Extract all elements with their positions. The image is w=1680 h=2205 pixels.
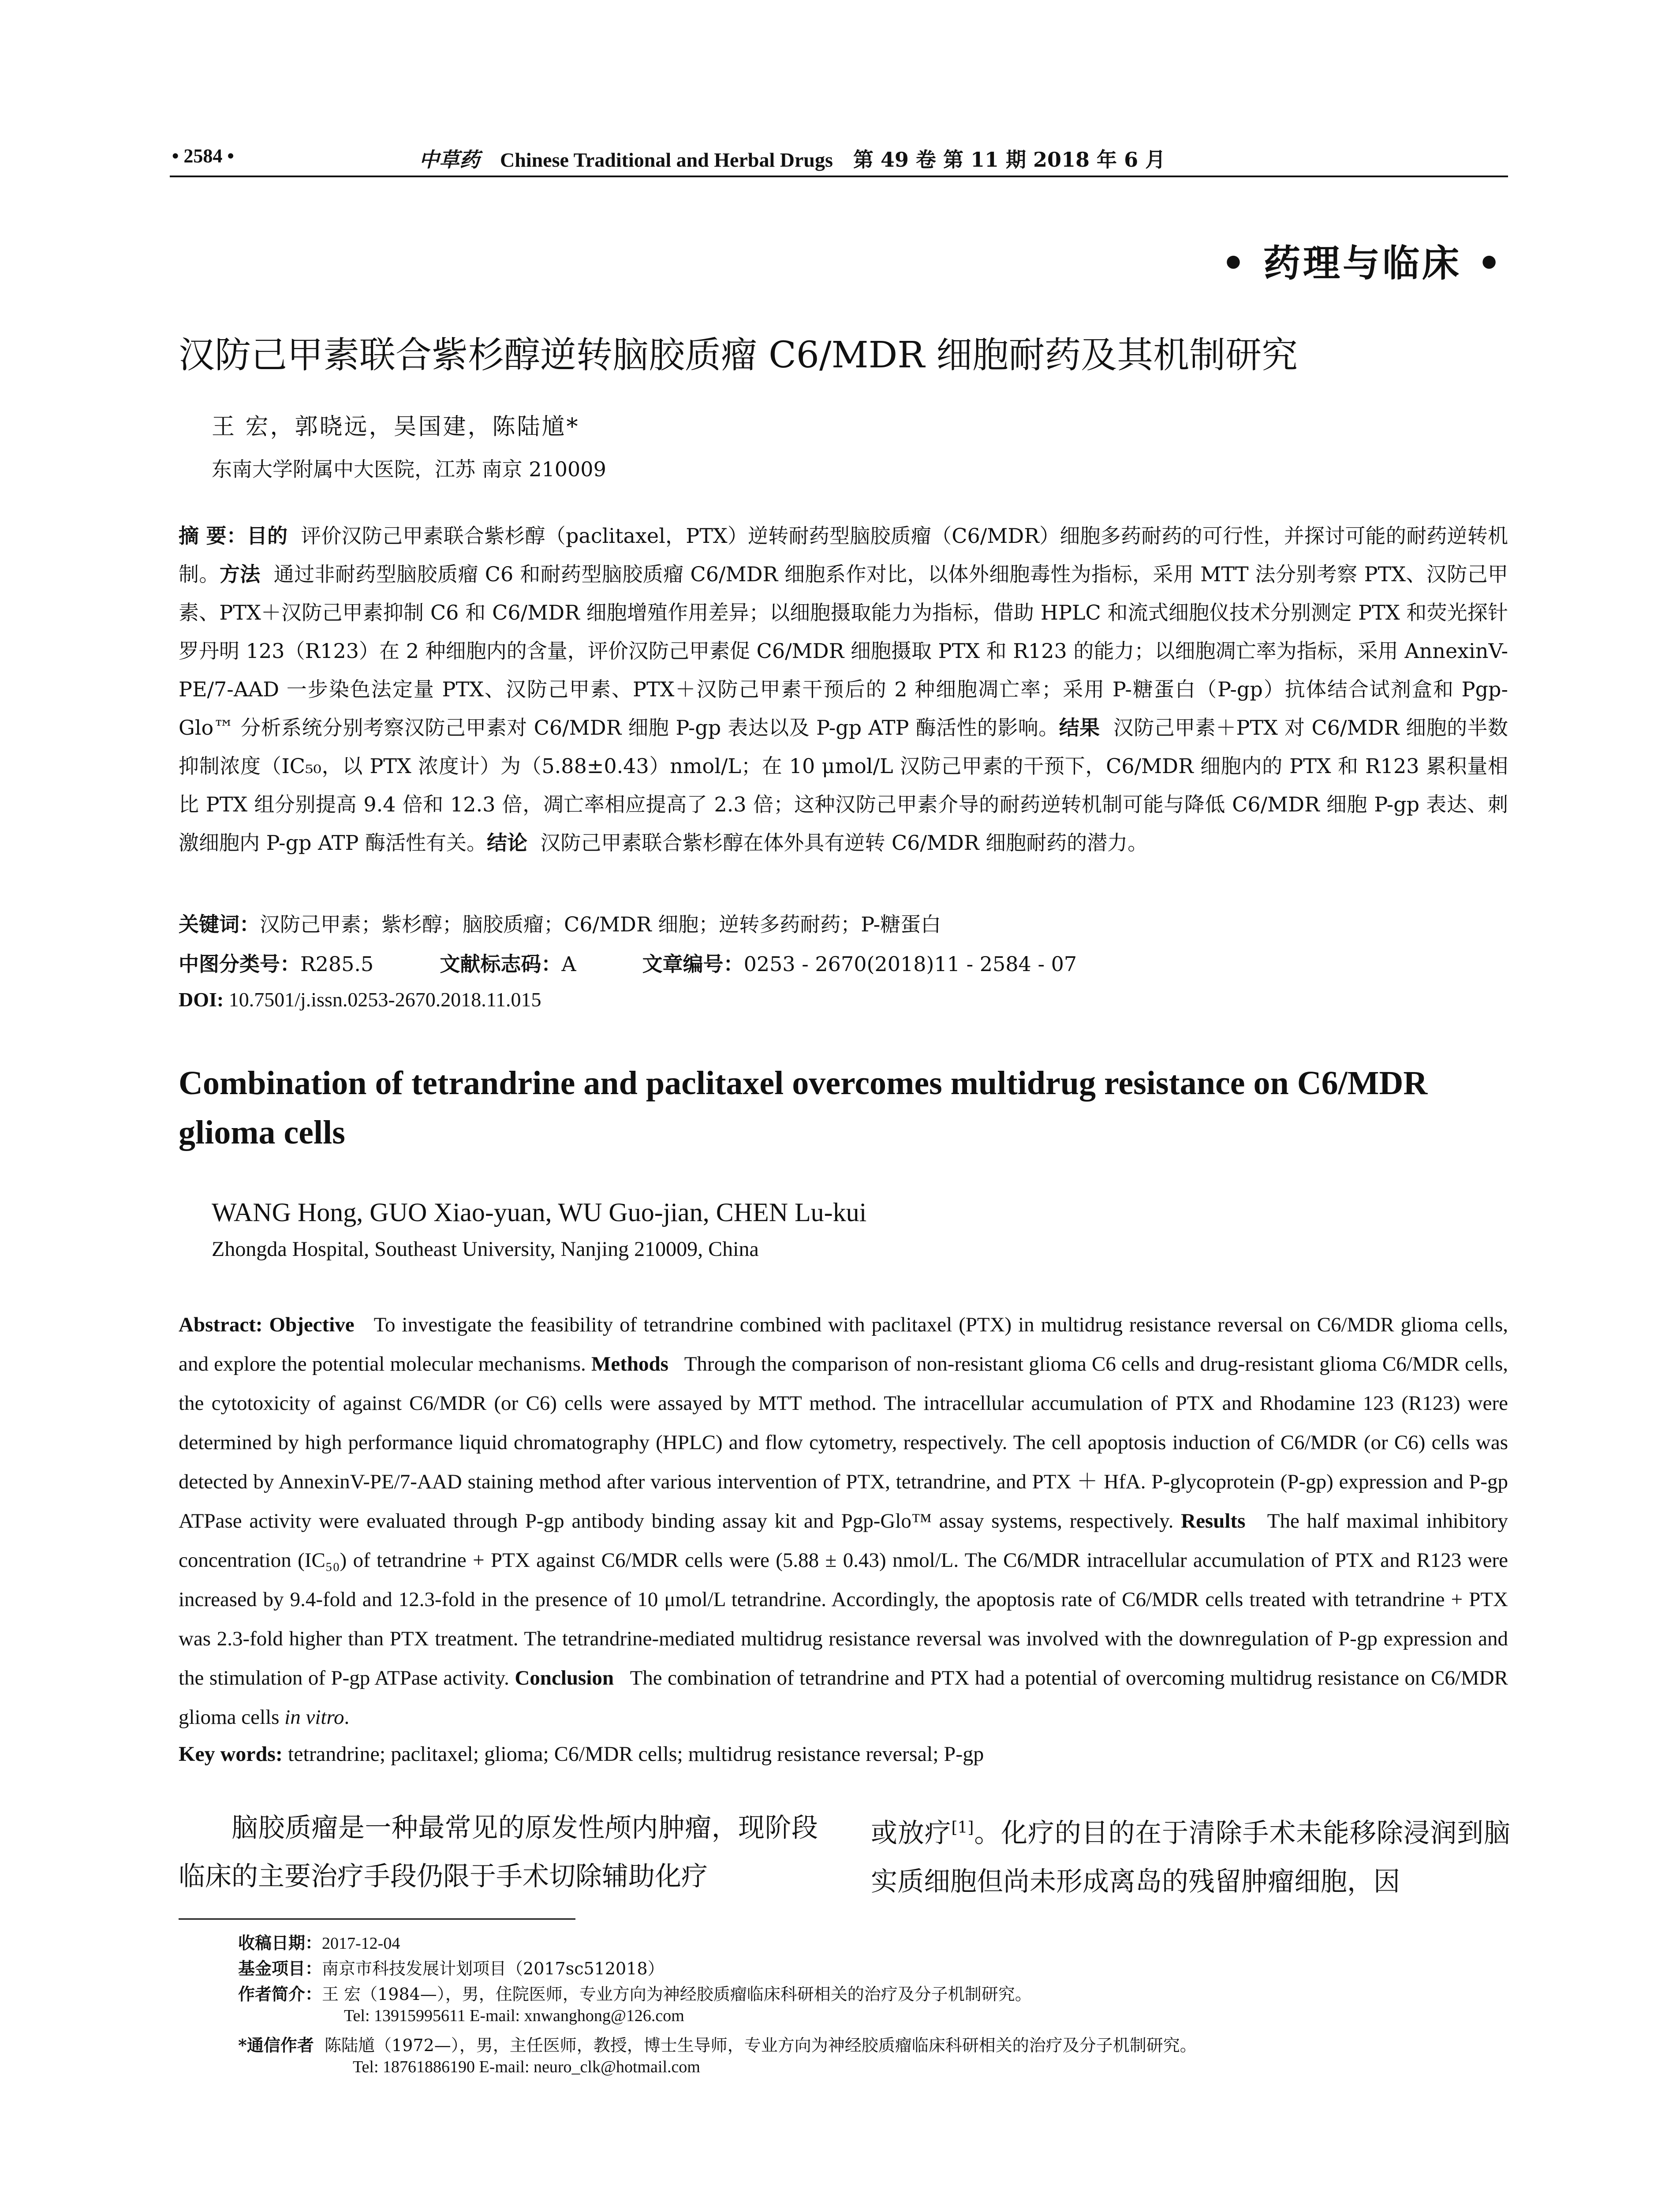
cn-keywords <box>179 908 1508 938</box>
en-results: The half maximal inhibitory concentration (IC₅₀) of tetrandrine + PTX against C6/MDR cells were (5.88 ± 0.43) nmol/L. The C6/MDR intracellular accumulation of PTX and R123 were increased by 9.4-fold and 12.3-fold in the presence of 10 μmol/L tetrandrine. Accordingly, the apoptosis rate of C6/MDR cells treated with tetrandrine + PTX was 2.3-fold higher than PTX treatment. The tetrandrine-mediated multidrug resistance reversal was involved with the downregulation of P-gp expression and the stimulation of P-gp ATPase activity. <box>179 1510 1508 1689</box>
footnote-fund <box>238 1955 665 1979</box>
body-column-left: 脑胶质瘤是一种最常见的原发性颅内肿瘤，现阶段临床的主要治疗手段仍限于手术切除辅助化疗 <box>179 1813 818 1892</box>
doi-line <box>179 988 1508 1011</box>
header-rule <box>170 176 1508 177</box>
footnote-received <box>238 1929 400 1954</box>
en-keywords <box>179 1742 984 1766</box>
journal-volume-issue: 第 49 卷 第 11 期 2018 年 6 月 <box>853 148 1166 172</box>
cn-methods: 通过非耐药型脑胶质瘤 C6 和耐药型脑胶质瘤 C6/MDR 细胞系作对比，以体外细胞毒性为指标，采用 MTT 法分别考察 PTX、汉防己甲素、PTX＋汉防己甲素抑制 C6 和 C6/MDR 细胞增殖作用差异；以细胞摄取能力为指标，借助 HPLC 和流式细胞仪技术分别测定 PTX 和荧光探针罗丹明 123（R123）在 2 种细胞内的含量，评价汉防己甲素促 C6/MDR 细胞摄取 PTX 和 R123 的能力；以细胞凋亡率为指标，采用 AnnexinV-PE/7-AAD 一步染色法定量 PTX、汉防己甲素、PTX＋汉防己甲素干预后的 2 种细胞凋亡率；采用 P-糖蛋白（P-gp）抗体结合试剂盒和 Pgp-Glo™ 分析系统分别考察汉防己甲素对 C6/MDR 细胞 P-gp 表达以及 P-gp ATP 酶活性的影响。 <box>179 562 1508 740</box>
cn-classification <box>179 948 1508 977</box>
en-methods: Through the comparison of non-resistant glioma C6 cells and drug-resistant glioma C6/MDR cells, the cytotoxicity of against C6/MDR (or C6) cells were assayed by MTT method. The intracellular accumulation of PTX and Rhodamine 123 (R123) were determined by high performance liquid chromatography (HPLC) and flow cytometry, respectively. The cell apoptosis induction of C6/MDR (or C6) cells was detected by AnnexinV-PE/7-AAD staining method after various intervention of PTX, tetrandrine, and PTX ＋ HfA. P-glycoprotein (P-gp) expression and P-gp ATPase activity were evaluated through P-gp antibody binding assay kit and Pgp-Glo™ assay systems, respectively. <box>179 1353 1508 1532</box>
journal-name-en: Chinese Traditional and Herbal Drugs <box>500 149 833 171</box>
en-keywords-label: Key words: <box>179 1742 283 1766</box>
en-keywords-text: tetrandrine; paclitaxel; glioma; C6/MDR cells; multidrug resistance reversal; P-gp <box>287 1742 984 1766</box>
corr-label: *通信作者 <box>238 2035 314 2055</box>
cn-abstract <box>179 517 1508 862</box>
author-label: 作者简介： <box>238 1984 322 2004</box>
en-conclusion-italic: in vitro <box>284 1706 344 1729</box>
cn-results: 汉防己甲素＋PTX 对 C6/MDR 细胞的半数抑制浓度（IC₅₀，以 PTX 浓度计）为（5.88±0.43）nmol/L；在 10 μmol/L 汉防己甲素的干预下，C6/MDR 细胞内的 PTX 和 R123 累积量相比 PTX 组分别提高 9.4 倍和 12.3 倍，凋亡率相应提高了 2.3 倍；这种汉防己甲素介导的耐药逆转机制可能与降低 C6/MDR 细胞 P-gp 表达、刺激细胞内 P-gp ATP 酶活性有关。 <box>179 716 1508 855</box>
en-results-label: Results <box>1181 1510 1246 1532</box>
cn-methods-label: 方法 <box>219 562 261 586</box>
author-bio: 王 宏（1984—），男，住院医师，专业方向为神经胶质瘤临床科研相关的治疗及分子机制研究。 <box>322 1984 1032 2004</box>
body-right-text-a: 或放疗 <box>871 1818 952 1849</box>
footnote-author <box>238 1981 1032 2005</box>
en-abstract-label: Abstract: Objective <box>179 1313 355 1336</box>
cn-abstract-label: 摘 要： <box>179 524 247 548</box>
cn-keywords-text: 汉防己甲素；紫杉醇；脑胶质瘤；C6/MDR 细胞；逆转多药耐药；P-糖蛋白 <box>260 912 941 936</box>
body-column-right <box>871 1804 1510 1906</box>
page-number: • 2584 • <box>172 145 234 167</box>
en-conclusion: The combination of tetrandrine and PTX had a potential of overcoming multidrug resistance on C6/MDR glioma cells <box>179 1667 1508 1729</box>
en-objective: To investigate the feasibility of tetrandrine combined with paclitaxel (PTX) in multidrug resistance reversal on C6/MDR glioma cells, and explore the potential molecular mechanisms. <box>179 1313 1508 1375</box>
corr-bio: 陈陆馗（1972—），男，主任医师，教授，博士生导师，专业方向为神经胶质瘤临床科研相关的治疗及分子机制研究。 <box>325 2036 1197 2055</box>
doccode-label: 文献标志码： <box>440 952 562 976</box>
column-category: • 药理与临床 • <box>1221 241 1504 285</box>
fund-label: 基金项目： <box>238 1958 322 1978</box>
clc-label: 中图分类号： <box>179 952 300 976</box>
cn-title: 汉防己甲素联合紫杉醇逆转脑胶质瘤 C6/MDR 细胞耐药及其机制研究 <box>179 334 1298 376</box>
received-date: 2017-12-04 <box>322 1934 400 1953</box>
cn-affiliation: 东南大学附属中大医院，江苏 南京 210009 <box>212 457 606 481</box>
cn-conclusion: 汉防己甲素联合紫杉醇在体外具有逆转 C6/MDR 细胞耐药的潜力。 <box>540 831 1148 855</box>
en-authors: WANG Hong, GUO Xiao-yuan, WU Guo-jian, CHEN Lu-kui <box>212 1198 867 1227</box>
cn-conclusion-label: 结论 <box>487 831 528 855</box>
clc-value: R285.5 <box>300 952 374 976</box>
doi-value: 10.7501/j.issn.0253-2670.2018.11.015 <box>228 988 541 1011</box>
doi-label: DOI: <box>179 988 224 1011</box>
doccode-value: A <box>561 952 576 976</box>
fund-text: 南京市科技发展计划项目（2017sc512018） <box>322 1959 665 1978</box>
received-label: 收稿日期： <box>238 1933 322 1953</box>
cn-authors: 王 宏，郭晓远，吴国建，陈陆馗* <box>212 414 580 440</box>
body-right-text-b: 。化疗的目的在于清除手术未能移除浸润到脑实质细胞但尚未形成离岛的残留肿瘤细胞，因 <box>871 1818 1511 1897</box>
journal-name-cn: 中草药 <box>419 148 480 172</box>
citation-ref: [1] <box>951 1819 974 1837</box>
cn-results-label: 结果 <box>1059 716 1100 740</box>
journal-header <box>419 144 1165 173</box>
cn-keywords-label: 关键词： <box>179 912 260 936</box>
en-methods-label: Methods <box>591 1353 668 1375</box>
footnote-rule <box>179 1918 575 1920</box>
author-contact: Tel: 13915995611 E-mail: xnwanghong@126.com <box>344 2007 684 2025</box>
corr-contact: Tel: 18761886190 E-mail: neuro_clk@hotmail.com <box>353 2058 700 2076</box>
article-no-value: 0253 - 2670(2018)11 - 2584 - 07 <box>743 952 1077 976</box>
en-affiliation: Zhongda Hospital, Southeast University, Nanjing 210009, China <box>212 1237 759 1261</box>
en-title: Combination of tetrandrine and paclitaxel overcomes multidrug resistance on C6/MDR glioma cells <box>179 1065 1428 1151</box>
en-abstract: Abstract: Objective To investigate the feasibility of tetrandrine combined with paclitaxel (PTX) in multidrug resistance reversal on C6/MDR glioma cells, and explore the potential molecular mechanisms. Methods Through the comparison of non-resistant glioma C6 cells and drug-resistant glioma C6/MDR cells, the cytotoxicity of against C6/MDR (or C6) cells were assayed by MTT method. The intracellular accumulation of PTX and Rhodamine 123 (R123) were determined by high performance liquid chromatography (HPLC) and flow cytometry, respectively. The cell apoptosis induction of C6/MDR (or C6) cells was detected by AnnexinV-PE/7-AAD staining method after various intervention of PTX, tetrandrine, and PTX ＋ HfA. P-glycoprotein (P-gp) expression and P-gp ATPase activity were evaluated through P-gp antibody binding assay kit and Pgp-Glo™ assay systems, respectively. Results The half maximal inhibitory concentration (IC₅₀) of tetrandrine + PTX against C6/MDR cells were (5.88 ± 0.43) nmol/L. The C6/MDR intracellular accumulation of PTX and R123 were increased by 9.4-fold and 12.3-fold in the presence of 10 μmol/L tetrandrine. Accordingly, the apoptosis rate of C6/MDR cells treated with tetrandrine + PTX was 2.3-fold higher than PTX treatment. The tetrandrine-mediated multidrug resistance reversal was involved with the downregulation of P-gp expression and the stimulation of P-gp ATPase activity. Conclusion The combination of tetrandrine and PTX had a potential of overcoming multidrug resistance on C6/MDR glioma cells in vitro. <box>179 1313 1508 1729</box>
en-conclusion-label: Conclusion <box>515 1667 614 1689</box>
footnote-corresponding <box>238 2032 1197 2056</box>
article-no-label: 文章编号： <box>642 952 744 976</box>
cn-objective: 评价汉防己甲素联合紫杉醇（paclitaxel，PTX）逆转耐药型脑胶质瘤（C6/MDR）细胞多药耐药的可行性，并探讨可能的耐药逆转机制。 <box>179 524 1508 586</box>
cn-objective-label: 目的 <box>246 524 288 548</box>
